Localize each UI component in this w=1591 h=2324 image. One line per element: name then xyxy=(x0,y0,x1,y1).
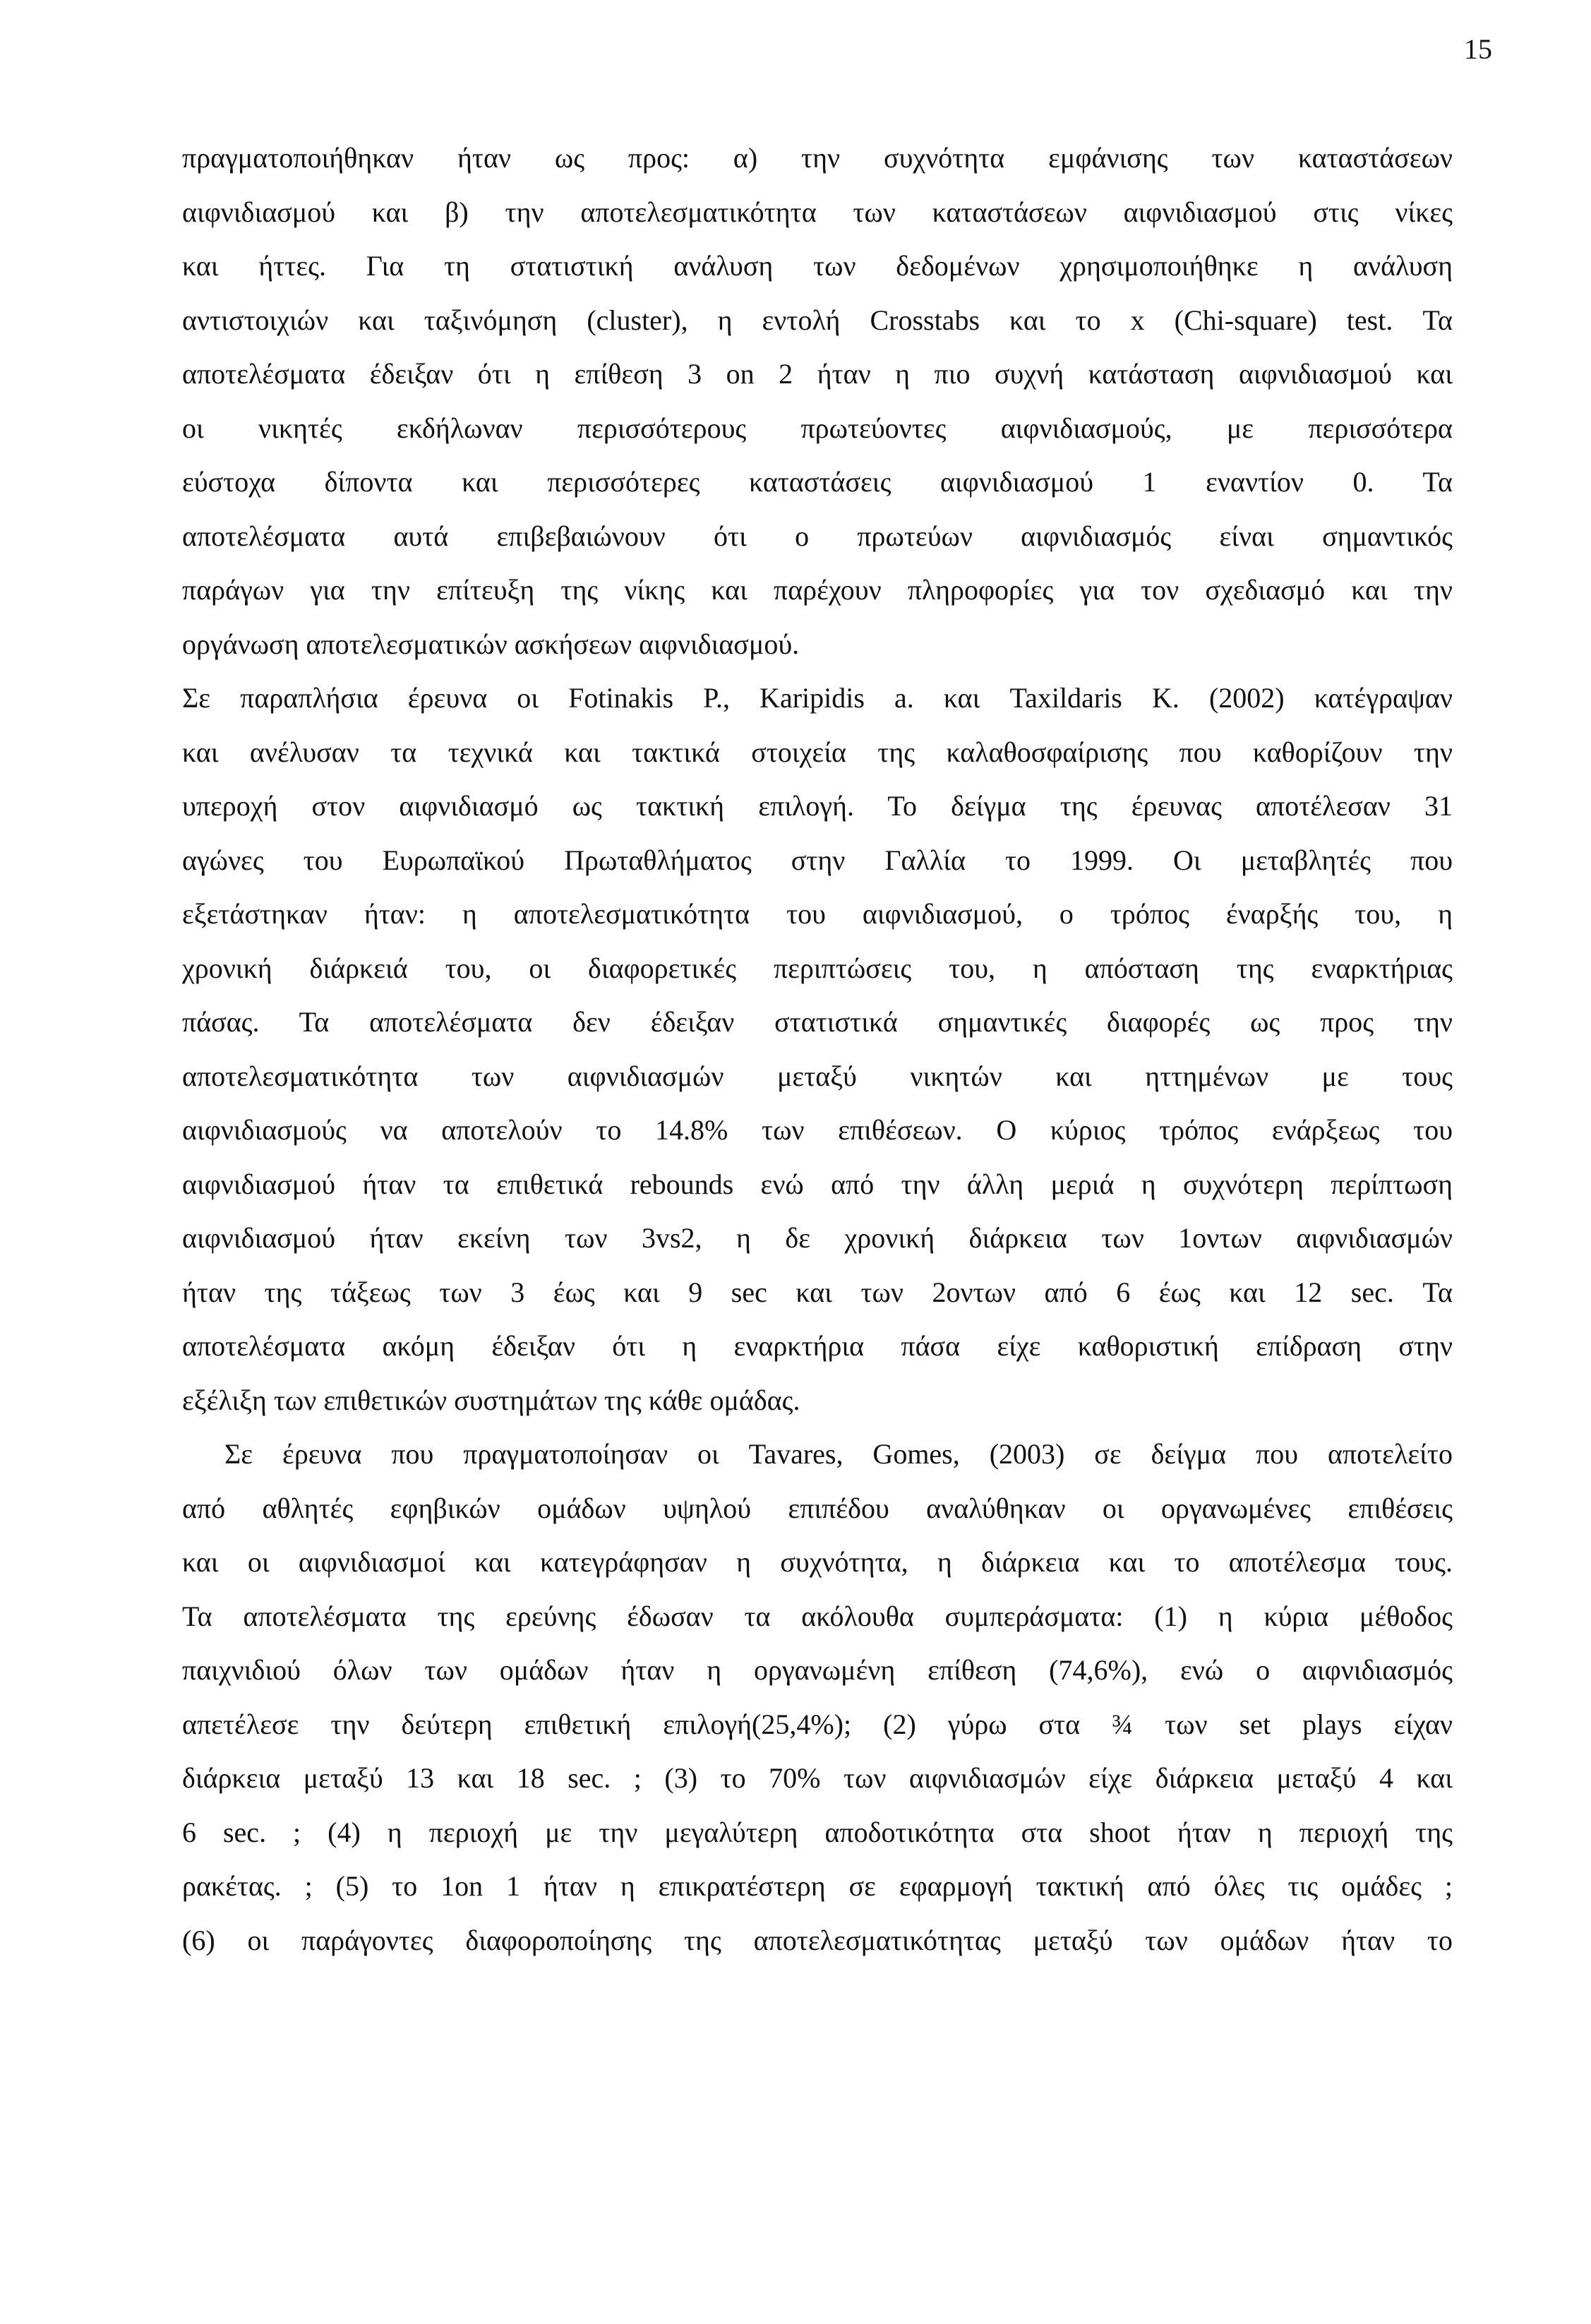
text-line: ήταν της τάξεως των 3 έως και 9 sec και των 2οντων από 6 έως και 12 sec. Τα xyxy=(182,1276,1453,1308)
text-line: και ήττες. Για τη στατιστική ανάλυση των δεδομένων χρησιμοποιήθηκε η ανάλυση xyxy=(182,250,1453,282)
text-line: αποτελέσματα ακόμη έδειξαν ότι η εναρκτήρια πάσα είχε καθοριστική επίδραση στην xyxy=(182,1330,1453,1362)
text-line: οι νικητές εκδήλωναν περισσότερους πρωτεύοντες αιφνιδιασμούς, με περισσότερα xyxy=(182,412,1453,444)
text-line: αποτελέσματα αυτά επιβεβαιώνουν ότι ο πρωτεύων αιφνιδιασμός είναι σημαντικός xyxy=(182,520,1453,552)
text-line: αιφνιδιασμούς να αποτελούν το 14.8% των επιθέσεων. Ο κύριος τρόπος ενάρξεως του xyxy=(182,1114,1453,1146)
text-line: ρακέτας. ; (5) το 1on 1 ήταν η επικρατέστερη σε εφαρμογή τακτική από όλες τις ομάδες ; xyxy=(182,1870,1453,1902)
text-line: (6) οι παράγοντες διαφοροποίησης της αποτελεσματικότητας μεταξύ των ομάδων ήταν το xyxy=(182,1924,1453,1956)
paragraph-3 xyxy=(182,1427,1453,1967)
text-line: εξέλιξη των επιθετικών συστημάτων της κάθε ομάδας. xyxy=(182,1384,800,1416)
document-body xyxy=(182,131,1453,1967)
text-line: χρονική διάρκειά του, οι διαφορετικές περιπτώσεις του, η απόσταση της εναρκτήριας xyxy=(182,952,1453,984)
text-line: απετέλεσε την δεύτερη επιθετική επιλογή(25,4%); (2) γύρω στα ¾ των set plays είχαν xyxy=(182,1708,1453,1740)
text-line: αγώνες του Ευρωπαϊκού Πρωταθλήματος στην Γαλλία το 1999. Οι μεταβλητές που xyxy=(182,844,1453,876)
text-line: οργάνωση αποτελεσματικών ασκήσεων αιφνιδιασμού. xyxy=(182,628,800,660)
text-line: εύστοχα δίποντα και περισσότερες καταστάσεις αιφνιδιασμού 1 εναντίον 0. Τα xyxy=(182,466,1453,498)
text-line: αντιστοιχιών και ταξινόμηση (cluster), η εντολή Crosstabs και το x (Chi-square) test. Τα xyxy=(182,304,1453,336)
text-line: πάσας. Τα αποτελέσματα δεν έδειξαν στατιστικά σημαντικές διαφορές ως προς την xyxy=(182,1006,1453,1038)
text-line: αιφνιδιασμού και β) την αποτελεσματικότητα των καταστάσεων αιφνιδιασμού στις νίκες xyxy=(182,196,1453,228)
text-line: εξετάστηκαν ήταν: η αποτελεσματικότητα του αιφνιδιασμού, ο τρόπος έναρξής του, η xyxy=(182,898,1453,930)
page-number: 15 xyxy=(1464,33,1492,65)
text-line: διάρκεια μεταξύ 13 και 18 sec. ; (3) το 70% των αιφνιδιασμών είχε διάρκεια μεταξύ 4 και xyxy=(182,1762,1453,1794)
text-line: παιχνιδιού όλων των ομάδων ήταν η οργανωμένη επίθεση (74,6%), ενώ ο αιφνιδιασμός xyxy=(182,1654,1453,1686)
text-line: Τα αποτελέσματα της ερεύνης έδωσαν τα ακόλουθα συμπεράσματα: (1) η κύρια μέθοδος xyxy=(182,1600,1453,1632)
text-line: πραγματοποιήθηκαν ήταν ως προς: α) την συχνότητα εμφάνισης των καταστάσεων xyxy=(182,142,1453,174)
text-line: Σε παραπλήσια έρευνα οι Fotinakis P., Karipidis a. και Taxildaris K. (2002) κατέγραψαν xyxy=(182,682,1453,714)
paragraph-2 xyxy=(182,671,1453,1427)
text-line: υπεροχή στον αιφνιδιασμό ως τακτική επιλογή. Το δείγμα της έρευνας αποτέλεσαν 31 xyxy=(182,790,1453,822)
text-line: αποτελέσματα έδειξαν ότι η επίθεση 3 on 2 ήταν η πιο συχνή κατάσταση αιφνιδιασμού και xyxy=(182,358,1453,390)
text-line: Σε έρευνα που πραγματοποίησαν οι Tavares, Gomes, (2003) σε δείγμα που αποτελείτο xyxy=(224,1438,1453,1470)
text-line: 6 sec. ; (4) η περιοχή με την μεγαλύτερη αποδοτικότητα στα shoot ήταν η περιοχή της xyxy=(182,1816,1453,1848)
text-line: αιφνιδιασμού ήταν τα επιθετικά rebounds ενώ από την άλλη μεριά η συχνότερη περίπτωση xyxy=(182,1168,1453,1200)
text-line: και ανέλυσαν τα τεχνικά και τακτικά στοιχεία της καλαθοσφαίρισης που καθορίζουν την xyxy=(182,736,1453,768)
text-line: αποτελεσματικότητα των αιφνιδιασμών μεταξύ νικητών και ηττημένων με τους xyxy=(182,1060,1453,1092)
text-line: και οι αιφνιδιασμοί και κατεγράφησαν η συχνότητα, η διάρκεια και το αποτέλεσμα τους. xyxy=(182,1546,1453,1578)
text-line: αιφνιδιασμού ήταν εκείνη των 3vs2, η δε χρονική διάρκεια των 1οντων αιφνιδιασμών xyxy=(182,1222,1453,1254)
text-line: παράγων για την επίτευξη της νίκης και παρέχουν πληροφορίες για τον σχεδιασμό και την xyxy=(182,574,1453,606)
paragraph-1 xyxy=(182,131,1453,671)
text-line: από αθλητές εφηβικών ομάδων υψηλού επιπέδου αναλύθηκαν οι οργανωμένες επιθέσεις xyxy=(182,1492,1453,1524)
